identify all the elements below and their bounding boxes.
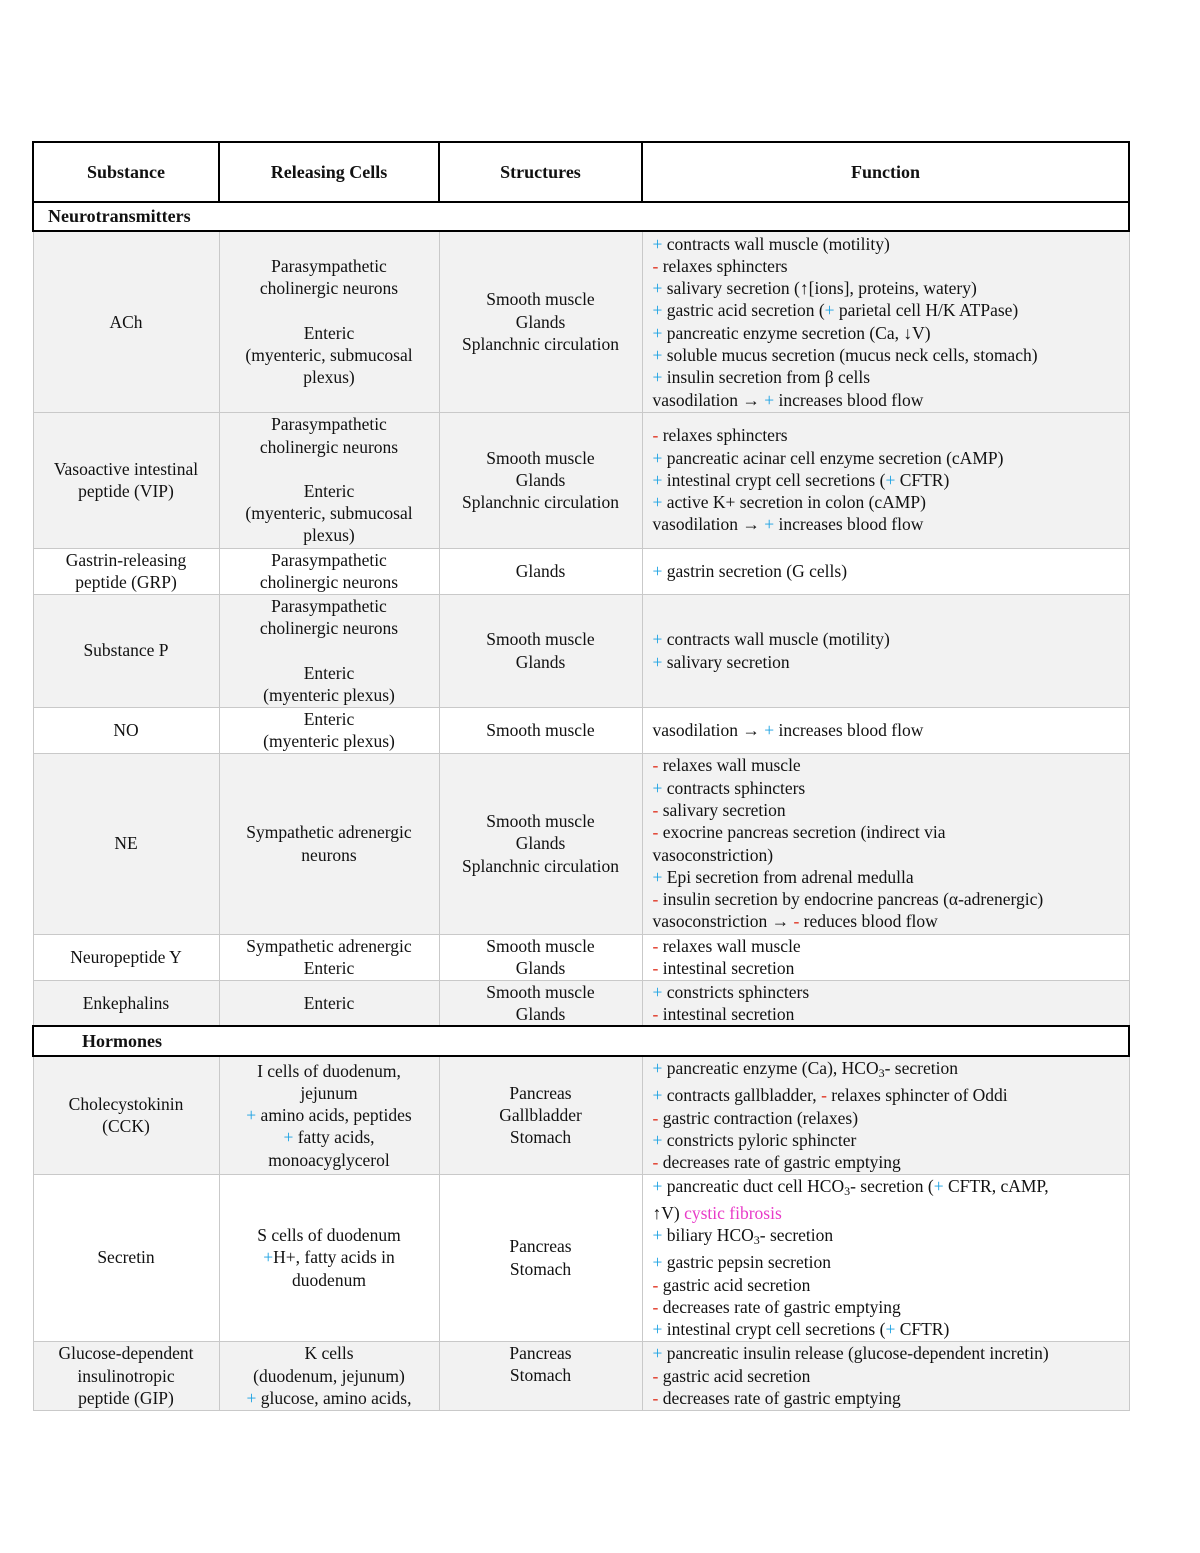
function-cck <box>642 1056 1129 1174</box>
gi-substances-table <box>32 141 1130 1411</box>
substance-secretin: Secretin <box>33 1174 219 1341</box>
function-line: - relaxes wall muscle <box>652 755 801 776</box>
substance-enkephalins: Enkephalins <box>33 980 219 1026</box>
function-line: + contracts gallbladder, - relaxes sphincter of Oddi <box>652 1085 1008 1106</box>
substance-substance-p: Substance P <box>33 594 219 707</box>
function-line: vasodilation → + increases blood flow <box>652 719 924 740</box>
substance-cck: Cholecystokinin (CCK) <box>33 1056 219 1174</box>
substance-ach: ACh <box>33 231 219 412</box>
structures-ach <box>439 231 642 412</box>
table-row-enkephalins <box>33 980 1129 1026</box>
increase-mark: + <box>652 447 663 468</box>
function-line: - decreases rate of gastric emptying <box>652 1152 901 1173</box>
cells-cck <box>219 1056 439 1174</box>
section-row-hormones <box>33 1026 1129 1056</box>
function-line: + constricts pyloric sphincter <box>652 1129 857 1150</box>
function-line: + contracts wall muscle (motility) <box>652 233 890 254</box>
cells-neuropeptide-y <box>219 934 439 980</box>
cell-line: +H+, fatty acids in <box>263 1247 395 1268</box>
function-line: + pancreatic enzyme secretion (Ca, ↓V) <box>652 322 931 343</box>
table-row-grp <box>33 548 1129 594</box>
function-ach <box>642 231 1129 412</box>
table-row-neuropeptide-y <box>33 934 1129 980</box>
function-line: ↑V) cystic fibrosis <box>652 1202 782 1223</box>
increase-mark: + <box>885 1319 896 1340</box>
structures-vip <box>439 412 642 548</box>
substance-grp: Gastrin-releasing peptide (GRP) <box>33 548 219 594</box>
structure-line: Smooth muscle <box>486 629 595 650</box>
function-line: + intestinal crypt cell secretions (+ CFTR) <box>652 1319 950 1340</box>
cell-line: Enteric <box>303 958 355 978</box>
decrease-mark: - <box>652 799 659 820</box>
cells-grp <box>219 548 439 594</box>
function-enkephalins <box>642 980 1129 1026</box>
structure-line: Glands <box>515 651 566 672</box>
header-row <box>33 142 1129 202</box>
function-line: + constricts sphincters <box>652 981 810 1002</box>
structures-cck <box>439 1056 642 1174</box>
structures-gip <box>439 1341 642 1410</box>
cell-line: Enteric <box>303 662 355 683</box>
cells-substance-p <box>219 594 439 707</box>
structures-enkephalins <box>439 980 642 1026</box>
function-line: - relaxes sphincters <box>652 425 788 446</box>
function-line: - insulin secretion by endocrine pancreas (α-adrenergic) <box>652 889 1044 910</box>
function-grp <box>642 548 1129 594</box>
function-line: - relaxes wall muscle <box>652 935 801 956</box>
decrease-mark: - <box>652 935 659 956</box>
table-row-secretin <box>33 1174 1129 1341</box>
increase-mark: + <box>652 981 663 1002</box>
cell-line: cholinergic neurons <box>259 436 399 457</box>
cell-line: Sympathetic adrenergic <box>246 935 412 956</box>
cell-line: plexus) <box>303 525 355 546</box>
cell-line: plexus) <box>303 367 355 388</box>
gi-substances-table-page <box>32 141 1128 1411</box>
structure-line: Glands <box>515 958 566 978</box>
header-structures: Structures <box>439 142 642 202</box>
function-secretin <box>642 1174 1129 1341</box>
increase-mark: + <box>652 492 663 513</box>
cell-line: + glucose, amino acids, <box>246 1387 412 1408</box>
cell-line: (myenteric plexus) <box>263 731 395 751</box>
function-line: - gastric acid secretion <box>652 1274 811 1295</box>
cell-line: jejunum <box>300 1082 358 1103</box>
function-line: + pancreatic insulin release (glucose-dependent incretin) <box>652 1343 1049 1364</box>
substance-gip: Glucose-dependent insulinotropic peptide (GIP) <box>33 1341 219 1410</box>
cells-ach <box>219 231 439 412</box>
decrease-mark: - <box>652 255 659 276</box>
increase-mark: + <box>652 1319 663 1340</box>
substance-ne: NE <box>33 753 219 934</box>
function-substance-p <box>642 594 1129 707</box>
section-title-hormones: Hormones <box>33 1026 1129 1056</box>
cell-line: + fatty acids, <box>283 1127 375 1148</box>
increase-mark: + <box>652 629 663 650</box>
increase-mark: + <box>652 560 663 581</box>
increase-mark: + <box>246 1105 257 1126</box>
table-row-substance-p <box>33 594 1129 707</box>
decrease-mark: - <box>652 889 659 910</box>
function-line: + pancreatic duct cell $HCO_3-$ secretion (+ CFTR, cAMP, <box>652 1175 1049 1198</box>
cell-line: Enteric <box>303 708 355 729</box>
structure-line: Glands <box>515 833 566 854</box>
table-row-gip <box>33 1341 1129 1410</box>
increase-mark: + <box>652 777 663 798</box>
increase-mark: + <box>652 866 663 887</box>
function-line: + pancreatic enzyme (Ca), $HCO_3-$ secretion <box>652 1058 958 1081</box>
increase-mark: + <box>652 469 663 490</box>
cell-line: (duodenum, jejunum) <box>253 1365 405 1386</box>
cell-line: (myenteric, submucosal <box>245 503 413 524</box>
function-line: + salivary secretion (↑[ions], proteins, watery) <box>652 278 977 299</box>
cell-line: duodenum <box>292 1269 366 1290</box>
decrease-mark: - <box>652 822 659 843</box>
function-neuropeptide-y <box>642 934 1129 980</box>
structure-line: Smooth muscle <box>486 935 595 956</box>
function-line: vasoconstriction) <box>652 844 774 865</box>
structures-substance-p <box>439 594 642 707</box>
increase-mark: + <box>652 322 663 343</box>
function-line: vasodilation → + increases blood flow <box>652 514 924 535</box>
decrease-mark: - <box>652 1003 659 1024</box>
function-line: - intestinal secretion <box>652 958 795 978</box>
increase-mark: + <box>246 1387 257 1408</box>
increase-mark: + <box>652 233 663 254</box>
disease-note: cystic fibrosis <box>684 1202 782 1223</box>
cell-line: neurons <box>301 844 357 865</box>
increase-mark: + <box>263 1247 274 1268</box>
arrow-icon: → <box>742 514 760 535</box>
cell-line: Enteric <box>303 992 355 1013</box>
function-line: - decreases rate of gastric emptying <box>652 1387 901 1408</box>
structure-line: Glands <box>515 560 566 581</box>
cell-line: Parasympathetic <box>271 256 387 276</box>
increase-mark: + <box>824 300 835 321</box>
increase-mark: + <box>283 1127 294 1148</box>
decrease-mark: - <box>652 1387 659 1408</box>
cell-line: Enteric <box>303 322 355 343</box>
cell-line: I cells of duodenum, <box>257 1060 401 1081</box>
increase-mark: + <box>652 345 663 366</box>
decrease-mark: - <box>821 1085 827 1106</box>
function-line: - relaxes sphincters <box>652 255 788 276</box>
increase-mark: + <box>652 1058 663 1079</box>
cell-line: cholinergic neurons <box>259 572 399 592</box>
structure-line: Smooth muscle <box>486 447 595 468</box>
increase-mark: + <box>652 1343 663 1364</box>
header-substance: Substance <box>33 142 219 202</box>
decrease-mark: - <box>652 1107 659 1128</box>
cells-no <box>219 707 439 753</box>
structures-grp <box>439 548 642 594</box>
cells-ne <box>219 753 439 934</box>
substance-vip: Vasoactive intestinal peptide (VIP) <box>33 412 219 548</box>
structure-line: Pancreas <box>509 1236 572 1257</box>
cell-line: monoacyglycerol <box>268 1149 390 1170</box>
cells-enkephalins <box>219 980 439 1026</box>
function-line: + intestinal crypt cell secretions (+ CFTR) <box>652 469 950 490</box>
table-row-cck <box>33 1056 1129 1174</box>
function-gip <box>642 1341 1129 1410</box>
decrease-mark: - <box>652 1365 659 1386</box>
cell-line: (myenteric, submucosal <box>245 344 413 365</box>
function-line: + active K+ secretion in colon (cAMP) <box>652 492 926 513</box>
decrease-mark: - <box>652 755 659 776</box>
increase-mark: + <box>764 389 775 410</box>
arrow-icon: → <box>742 389 760 410</box>
structure-line: Stomach <box>509 1258 572 1279</box>
structures-neuropeptide-y <box>439 934 642 980</box>
cell-line: Parasympathetic <box>271 595 387 616</box>
table-row-no <box>33 707 1129 753</box>
function-line: vasoconstriction → - reduces blood flow <box>652 911 938 932</box>
table-row-vip <box>33 412 1129 548</box>
cells-gip <box>219 1341 439 1410</box>
structure-line: Stomach <box>509 1127 572 1148</box>
increase-mark: + <box>652 1129 663 1150</box>
increase-mark: + <box>652 278 663 299</box>
function-line: - gastric acid secretion <box>652 1365 811 1386</box>
function-line: + gastric acid secretion (+ parietal cell H/K ATPase) <box>652 300 1019 321</box>
structures-no <box>439 707 642 753</box>
structure-line: Splanchnic circulation <box>462 333 619 354</box>
structure-line: Pancreas <box>509 1342 572 1363</box>
function-line: - decreases rate of gastric emptying <box>652 1297 901 1318</box>
function-line: + soluble mucus secretion (mucus neck cells, stomach) <box>652 345 1038 366</box>
cell-line: cholinergic neurons <box>259 618 399 639</box>
function-line: + Epi secretion from adrenal medulla <box>652 866 914 887</box>
increase-mark: + <box>652 1252 663 1273</box>
cell-line: S cells of duodenum <box>257 1225 401 1246</box>
structure-line: Glands <box>515 311 566 332</box>
structures-secretin <box>439 1174 642 1341</box>
function-vip <box>642 412 1129 548</box>
function-line: + pancreatic acinar cell enzyme secretion (cAMP) <box>652 447 1004 468</box>
substance-neuropeptide-y: Neuropeptide Y <box>33 934 219 980</box>
structure-line: Smooth muscle <box>486 719 595 740</box>
function-line: + biliary $HCO_3-$ secretion <box>652 1225 834 1248</box>
increase-mark: + <box>652 367 663 388</box>
decrease-mark: - <box>652 1152 659 1173</box>
cell-line: + amino acids, peptides <box>246 1105 412 1126</box>
function-line: - exocrine pancreas secretion (indirect via <box>652 822 946 843</box>
table-row-ach <box>33 231 1129 412</box>
function-ne <box>642 753 1129 934</box>
structure-line: Smooth muscle <box>486 811 595 832</box>
decrease-mark: - <box>652 958 659 978</box>
cell-line: Parasympathetic <box>271 414 387 435</box>
arrow-icon: → <box>742 719 760 740</box>
structure-line: Stomach <box>509 1364 572 1385</box>
decrease-mark: - <box>652 1274 659 1295</box>
increase-mark: + <box>652 1085 663 1106</box>
function-line: vasodilation → + increases blood flow <box>652 389 924 410</box>
function-line: + insulin secretion from β cells <box>652 367 871 388</box>
header-releasing-cells: Releasing Cells <box>219 142 439 202</box>
cells-vip <box>219 412 439 548</box>
arrow-icon: → <box>771 911 790 932</box>
structure-line: Gallbladder <box>499 1105 582 1126</box>
cell-line: Parasympathetic <box>271 549 387 570</box>
structure-line: Smooth muscle <box>486 981 595 1002</box>
structures-ne <box>439 753 642 934</box>
decrease-mark: - <box>793 911 800 932</box>
function-line: + gastrin secretion (G cells) <box>652 560 848 581</box>
increase-mark: + <box>885 469 896 490</box>
function-no <box>642 707 1129 753</box>
structure-line: Glands <box>515 469 566 490</box>
increase-mark: + <box>764 719 775 740</box>
cell-line: K cells <box>304 1343 354 1364</box>
decrease-mark: - <box>652 425 659 446</box>
structure-line: Splanchnic circulation <box>462 492 619 513</box>
structure-line: Splanchnic circulation <box>462 855 619 876</box>
increase-mark: + <box>652 651 663 672</box>
cell-line: Sympathetic adrenergic <box>246 822 412 843</box>
function-line: + gastric pepsin secretion <box>652 1252 832 1273</box>
increase-mark: + <box>933 1175 944 1196</box>
structure-line: Smooth muscle <box>486 289 595 310</box>
function-line: + contracts sphincters <box>652 777 806 798</box>
substance-no: NO <box>33 707 219 753</box>
cells-secretin <box>219 1174 439 1341</box>
function-line: - intestinal secretion <box>652 1003 795 1024</box>
header-function: Function <box>642 142 1129 202</box>
table-row-ne <box>33 753 1129 934</box>
function-line: - gastric contraction (relaxes) <box>652 1107 859 1128</box>
cell-line: Enteric <box>303 480 355 501</box>
function-line: - salivary secretion <box>652 799 786 820</box>
function-line: + contracts wall muscle (motility) <box>652 629 890 650</box>
increase-mark: + <box>764 514 775 535</box>
increase-mark: + <box>652 1225 663 1246</box>
structure-line: Pancreas <box>509 1082 572 1103</box>
cell-line: cholinergic neurons <box>259 278 399 299</box>
section-row-neurotransmitters <box>33 202 1129 231</box>
cell-line: (myenteric plexus) <box>263 684 395 705</box>
section-title-neurotransmitters: Neurotransmitters <box>33 202 1129 231</box>
decrease-mark: - <box>652 1297 659 1318</box>
structure-line: Glands <box>515 1003 566 1024</box>
increase-mark: + <box>652 1175 663 1196</box>
increase-mark: + <box>652 300 663 321</box>
function-line: + salivary secretion <box>652 651 790 672</box>
